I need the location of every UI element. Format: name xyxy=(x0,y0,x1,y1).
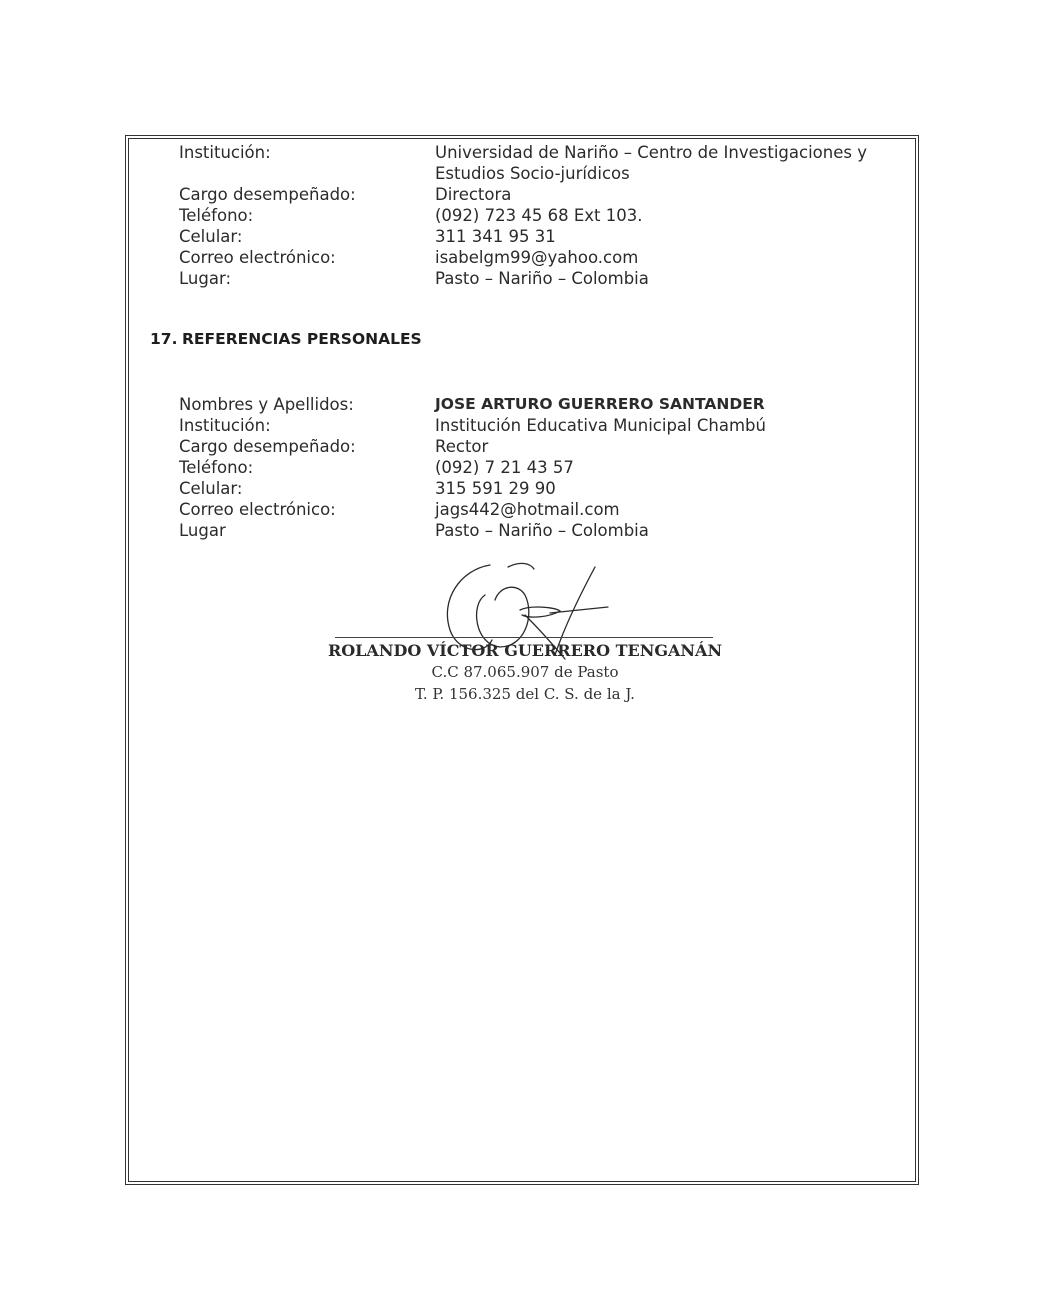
ref-personal-position-value: Rector xyxy=(435,437,489,456)
ref-personal-position-label: Cargo desempeñado: xyxy=(179,437,356,456)
ref-prev-institution-value-cont: Estudios Socio-jurídicos xyxy=(435,164,630,183)
signature-block xyxy=(300,555,750,715)
ref-prev-place-value: Pasto – Nariño – Colombia xyxy=(435,269,649,288)
ref-personal-email-label: Correo electrónico: xyxy=(179,500,336,519)
signer-name: ROLANDO VÍCTOR GUERRERO TENGANÁN xyxy=(327,641,723,660)
ref-prev-email-label: Correo electrónico: xyxy=(179,248,336,267)
ref-personal-institution-label: Institución: xyxy=(179,416,271,435)
ref-prev-phone-value: (092) 723 45 68 Ext 103. xyxy=(435,206,643,225)
ref-prev-place-label: Lugar: xyxy=(179,269,231,288)
section-17-number: 17. xyxy=(150,330,178,348)
ref-personal-mobile-label: Celular: xyxy=(179,479,243,498)
signature-line xyxy=(335,637,713,638)
ref-prev-mobile-value: 311 341 95 31 xyxy=(435,227,556,246)
ref-prev-institution-label: Institución: xyxy=(179,143,271,162)
ref-personal-name-label: Nombres y Apellidos: xyxy=(179,395,354,414)
ref-prev-position-value: Directora xyxy=(435,185,512,204)
ref-personal-name-value: JOSE ARTURO GUERRERO SANTANDER xyxy=(435,395,765,413)
section-17-title: REFERENCIAS PERSONALES xyxy=(182,330,422,348)
ref-prev-phone-label: Teléfono: xyxy=(179,206,254,225)
ref-prev-mobile-label: Celular: xyxy=(179,227,243,246)
ref-prev-institution-value: Universidad de Nariño – Centro de Investigaciones y xyxy=(435,143,867,162)
section-17-heading xyxy=(150,330,422,348)
ref-personal-email-value: jags442@hotmail.com xyxy=(435,500,620,519)
ref-personal-place-label: Lugar xyxy=(179,521,226,540)
signer-id: C.C 87.065.907 de Pasto xyxy=(431,663,619,681)
ref-prev-position-label: Cargo desempeñado: xyxy=(179,185,356,204)
ref-personal-institution-value: Institución Educativa Municipal Chambú xyxy=(435,416,766,435)
ref-personal-phone-label: Teléfono: xyxy=(179,458,254,477)
ref-personal-place-value: Pasto – Nariño – Colombia xyxy=(435,521,649,540)
ref-prev-email-value: isabelgm99@yahoo.com xyxy=(435,248,639,267)
signer-professional-card: T. P. 156.325 del C. S. de la J. xyxy=(415,685,635,703)
ref-personal-mobile-value: 315 591 29 90 xyxy=(435,479,556,498)
ref-personal-phone-value: (092) 7 21 43 57 xyxy=(435,458,574,477)
